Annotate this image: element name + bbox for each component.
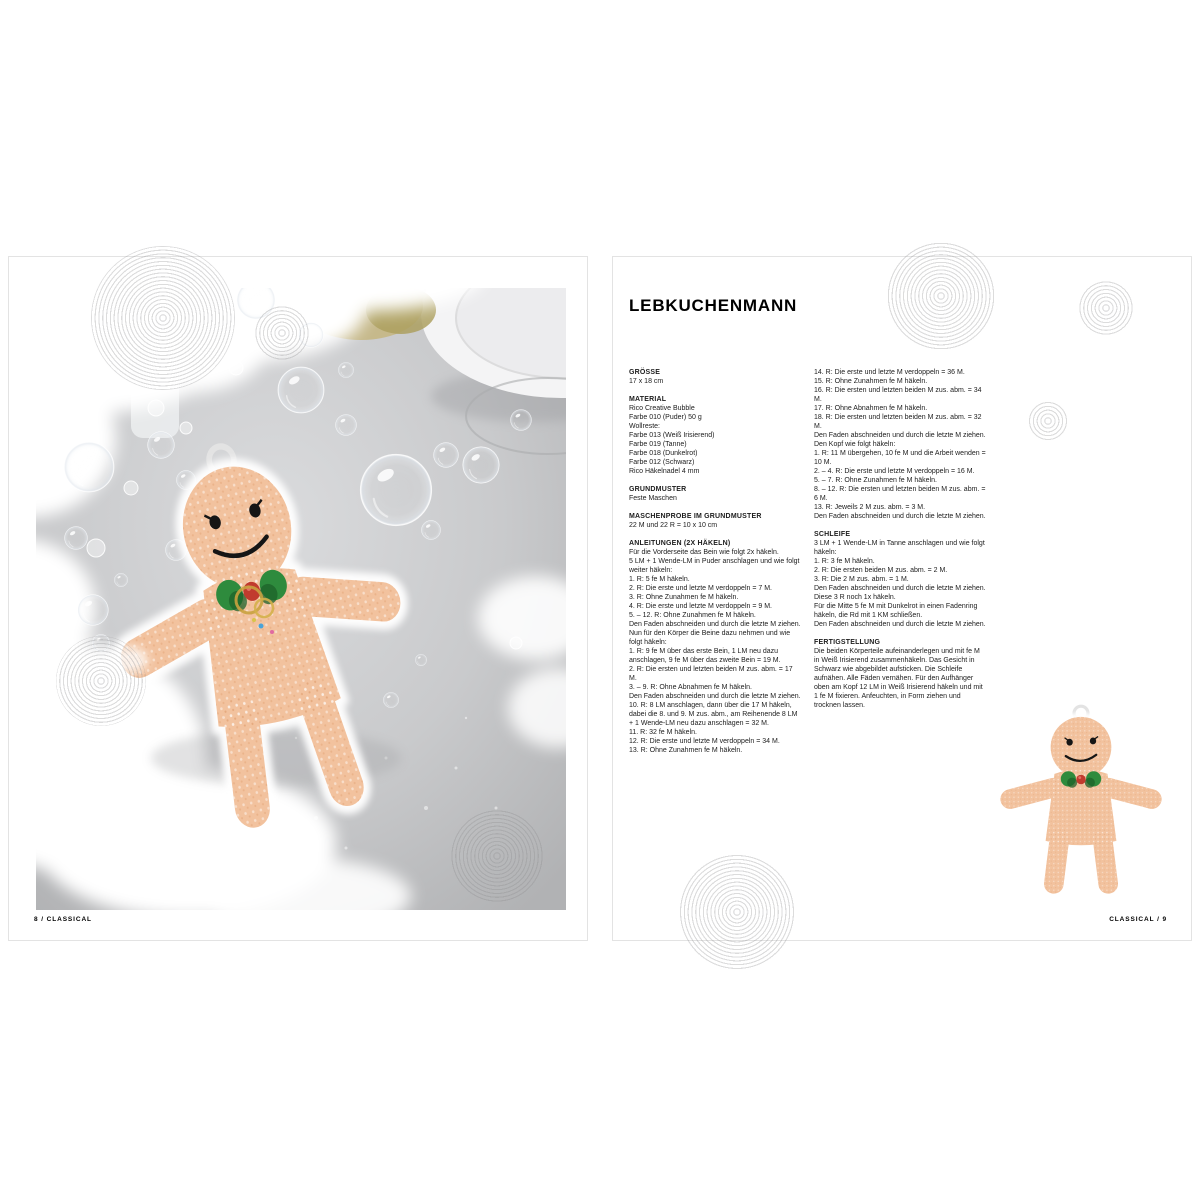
instruction-line: 4. R: Die erste und letzte M verdoppeln = 9 M.	[629, 603, 772, 610]
instruction-line: 2. R: Die erste und letzte M verdoppeln = 7 M.	[629, 585, 772, 592]
instruction-line: Den Faden abschneiden und durch die letzte M ziehen. Diese 3 R noch 1x häkeln.	[814, 585, 986, 601]
section-heading: GRÖSSE	[629, 369, 661, 376]
instruction-line: Rico Creative Bubble	[629, 405, 695, 412]
section-heading: FERTIGSTELLUNG	[814, 639, 881, 646]
instruction-line: 3 LM + 1 Wende-LM in Tanne anschlagen und wie folgt häkeln:	[814, 540, 985, 556]
instruction-column-2	[814, 368, 986, 755]
instruction-line: Nun für den Körper die Beine dazu nehmen und wie folgt häkeln:	[629, 630, 791, 646]
instruction-line: Den Faden abschneiden und durch die letzte M ziehen.	[814, 432, 986, 439]
instruction-line: Für die Mitte 5 fe M mit Dunkelrot in einen Fadenring häkeln, die Rd mit 1 KM schließen.	[814, 603, 978, 619]
instruction-line: 14. R: Die erste und letzte M verdoppeln = 36 M.	[814, 369, 965, 376]
instruction-line: 15. R: Ohne Zunahmen fe M häkeln.	[814, 378, 928, 385]
instruction-line: Wollreste:	[629, 423, 660, 430]
instruction-columns	[629, 368, 986, 755]
left-page	[8, 256, 588, 941]
instruction-line: 8. – 12. R: Die ersten und letzten beiden M zus. abm. = 6 M.	[814, 486, 986, 502]
instruction-line: 2. R: Die ersten und letzten beiden M zus. abm. = 17 M.	[629, 666, 793, 682]
section-heading: SCHLEIFE	[814, 531, 851, 538]
instruction-line: 2. – 4. R: Die erste und letzte M verdoppeln = 16 M.	[814, 468, 975, 475]
instruction-line: Farbe 013 (Weiß Irisierend)	[629, 432, 715, 439]
instruction-line: 13. R: Ohne Zunahmen fe M häkeln.	[629, 747, 743, 754]
section-heading: MATERIAL	[629, 396, 667, 403]
instruction-line: Farbe 010 (Puder) 50 g	[629, 414, 702, 421]
section-heading: GRUNDMUSTER	[629, 486, 687, 493]
instruction-line: 18. R: Die ersten und letzten beiden M zus. abm. = 32 M.	[814, 414, 982, 430]
instruction-column-1	[629, 368, 801, 755]
instruction-line: 17. R: Ohne Abnahmen fe M häkeln.	[814, 405, 928, 412]
section-heading: ANLEITUNGEN (2X HÄKELN)	[629, 540, 731, 547]
instruction-line: 17 x 18 cm	[629, 378, 664, 385]
instruction-line: 2. R: Die ersten beiden M zus. abm. = 2 M.	[814, 567, 948, 574]
instruction-line: 1. R: 3 fe M häkeln.	[814, 558, 875, 565]
instruction-line: 3. R: Ohne Zunahmen fe M häkeln.	[629, 594, 739, 601]
instruction-line: 11. R: 32 fe M häkeln.	[629, 729, 697, 736]
right-page	[612, 256, 1192, 941]
instruction-line: Farbe 012 (Schwarz)	[629, 459, 695, 466]
page-number-left: 8 / CLASSICAL	[34, 916, 92, 923]
instruction-line: Farbe 019 (Tanne)	[629, 441, 687, 448]
instruction-line: Den Faden abschneiden und durch die letzte M ziehen.	[629, 621, 801, 628]
page-title: LEBKUCHENMANN	[629, 296, 798, 316]
instruction-line: 3. R: Die 2 M zus. abm. = 1 M.	[814, 576, 909, 583]
instruction-line: 12. R: Die erste und letzte M verdoppeln = 34 M.	[629, 738, 780, 745]
product-photo	[36, 288, 566, 910]
instruction-line: Den Faden abschneiden und durch die letzte M ziehen.	[629, 693, 801, 700]
instruction-line: 16. R: Die ersten und letzten beiden M zus. abm. = 34 M.	[814, 387, 982, 403]
instruction-line: Den Faden abschneiden und durch die letzte M ziehen.	[814, 621, 986, 628]
instruction-line: 1. R: 5 fe M häkeln.	[629, 576, 690, 583]
page-number-right: CLASSICAL / 9	[1109, 916, 1167, 923]
gingerbread-cutout-photo	[986, 703, 1176, 918]
section-heading: MASCHENPROBE IM GRUNDMUSTER	[629, 513, 762, 520]
instruction-line: 1. R: 11 M übergehen, 10 fe M und die Arbeit wenden = 10 M.	[814, 450, 986, 466]
instruction-line: 3. – 9. R: Ohne Abnahmen fe M häkeln.	[629, 684, 752, 691]
instruction-line: 5. – 12. R: Ohne Zunahmen fe M häkeln.	[629, 612, 756, 619]
instruction-line: 5 LM + 1 Wende-LM in Puder anschlagen und wie folgt weiter häkeln:	[629, 558, 800, 574]
instruction-line: Rico Häkelnadel 4 mm	[629, 468, 700, 475]
instruction-line: Für die Vorderseite das Bein wie folgt 2x häkeln.	[629, 549, 779, 556]
instruction-line: 1. R: 9 fe M über das erste Bein, 1 LM neu dazu anschlagen, 9 fe M über das zweite Bein = 19 M.	[629, 648, 781, 664]
instruction-line: Die beiden Körperteile aufeinanderlegen und mit fe M in Weiß Irisierend zusammenhäkeln. Das Gesicht in Schwarz wie abgebildet aufsticken. Die Schleife aufnähen. Alle Fäden vernähen. Für den Aufhänger oben am Kopf 12 LM in Weiß Irisierend häkeln und mit 1 fe M fixieren. Anfeuchten, in Form ziehen und trocknen lassen.	[814, 648, 983, 709]
instruction-line: 5. – 7. R: Ohne Zunahmen fe M häkeln.	[814, 477, 937, 484]
soap-scene	[36, 288, 566, 910]
instruction-line: 10. R: 8 LM anschlagen, dann über die 17 M häkeln, dabei die 8. und 9. M zus. abm., am Reihenende 8 LM + 1 Wende-LM neu dazu anschlagen = 32 M.	[629, 702, 798, 727]
instruction-line: 22 M und 22 R = 10 x 10 cm	[629, 522, 718, 529]
instruction-line: 13. R: Jeweils 2 M zus. abm. = 3 M.	[814, 504, 926, 511]
instruction-line: Den Kopf wie folgt häkeln:	[814, 441, 896, 448]
instruction-line: Den Faden abschneiden und durch die letzte M ziehen.	[814, 513, 986, 520]
foam-wisp	[104, 646, 148, 674]
instruction-line: Feste Maschen	[629, 495, 677, 502]
instruction-line: Farbe 018 (Dunkelrot)	[629, 450, 698, 457]
